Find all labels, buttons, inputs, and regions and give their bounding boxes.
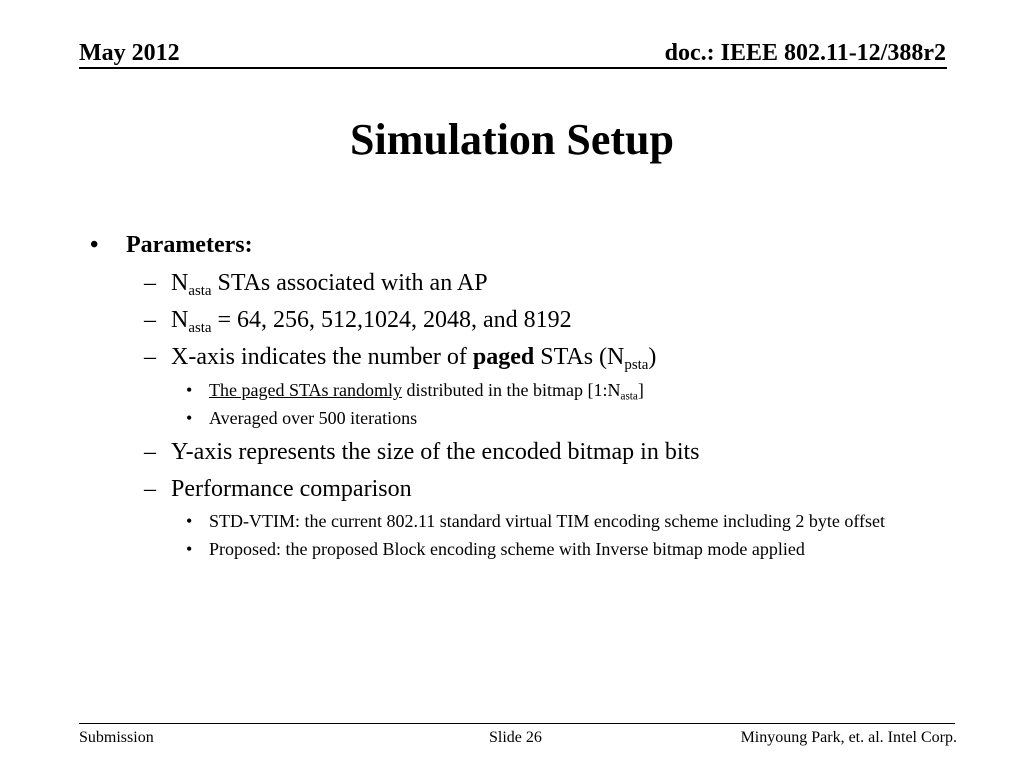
text-span: STAs associated with an AP bbox=[211, 270, 488, 296]
text-span: distributed in the bitmap [1:N bbox=[402, 380, 621, 400]
subscript: asta bbox=[188, 282, 212, 299]
list-item-performance: Performance comparison bbox=[171, 476, 412, 502]
underlined-text: The paged STAs randomly bbox=[209, 380, 403, 400]
text-span: X-axis indicates the number of bbox=[171, 344, 473, 370]
list-item-proposed: Proposed: the proposed Block encoding scheme with Inverse bitmap mode applied bbox=[209, 539, 805, 559]
subscript: asta bbox=[188, 319, 212, 336]
footer-divider bbox=[79, 723, 955, 724]
text-span: = 64, 256, 512,1024, 2048, and 8192 bbox=[211, 307, 572, 333]
text-span: N bbox=[171, 270, 189, 296]
text-span: STAs (N bbox=[534, 344, 625, 370]
footer-slide-number: Slide 26 bbox=[489, 729, 542, 746]
bold-text: paged bbox=[472, 344, 535, 370]
header-doc-id: doc.: IEEE 802.11-12/388r2 bbox=[664, 40, 946, 66]
dash-icon: – bbox=[144, 439, 156, 465]
list-item-x-axis bbox=[171, 342, 656, 372]
footer-author: Minyoung Park, et. al. Intel Corp. bbox=[740, 729, 957, 746]
subscript: asta bbox=[620, 390, 638, 403]
footer-submission: Submission bbox=[79, 729, 154, 746]
dash-icon: – bbox=[144, 344, 156, 370]
dash-icon: – bbox=[144, 270, 156, 296]
header-date: May 2012 bbox=[79, 40, 180, 66]
bullet-dot-icon: • bbox=[186, 408, 193, 428]
slide-title: Simulation Setup bbox=[350, 115, 674, 164]
parameters-heading: Parameters: bbox=[126, 232, 253, 258]
bullet-dot-icon: • bbox=[186, 511, 193, 531]
list-item-std-vtim: STD-VTIM: the current 802.11 standard virtual TIM encoding scheme including 2 byte offset bbox=[209, 511, 886, 531]
dash-icon: – bbox=[144, 476, 156, 502]
list-item-nasta-values bbox=[171, 305, 572, 335]
list-item-y-axis: Y-axis represents the size of the encoded bitmap in bits bbox=[171, 439, 700, 465]
bullet-dot-icon: • bbox=[186, 380, 193, 400]
list-item-nasta-associated bbox=[171, 268, 488, 298]
header-divider bbox=[79, 67, 947, 69]
list-item-averaged: Averaged over 500 iterations bbox=[209, 408, 418, 428]
text-span: ) bbox=[648, 344, 657, 370]
text-span: ] bbox=[637, 380, 644, 400]
subscript: psta bbox=[624, 356, 649, 373]
bullet-dot-icon: • bbox=[90, 232, 99, 258]
dash-icon: – bbox=[144, 307, 156, 333]
text-span: N bbox=[171, 307, 189, 333]
bullet-dot-icon: • bbox=[186, 539, 193, 559]
list-item-paged-random bbox=[209, 379, 644, 401]
